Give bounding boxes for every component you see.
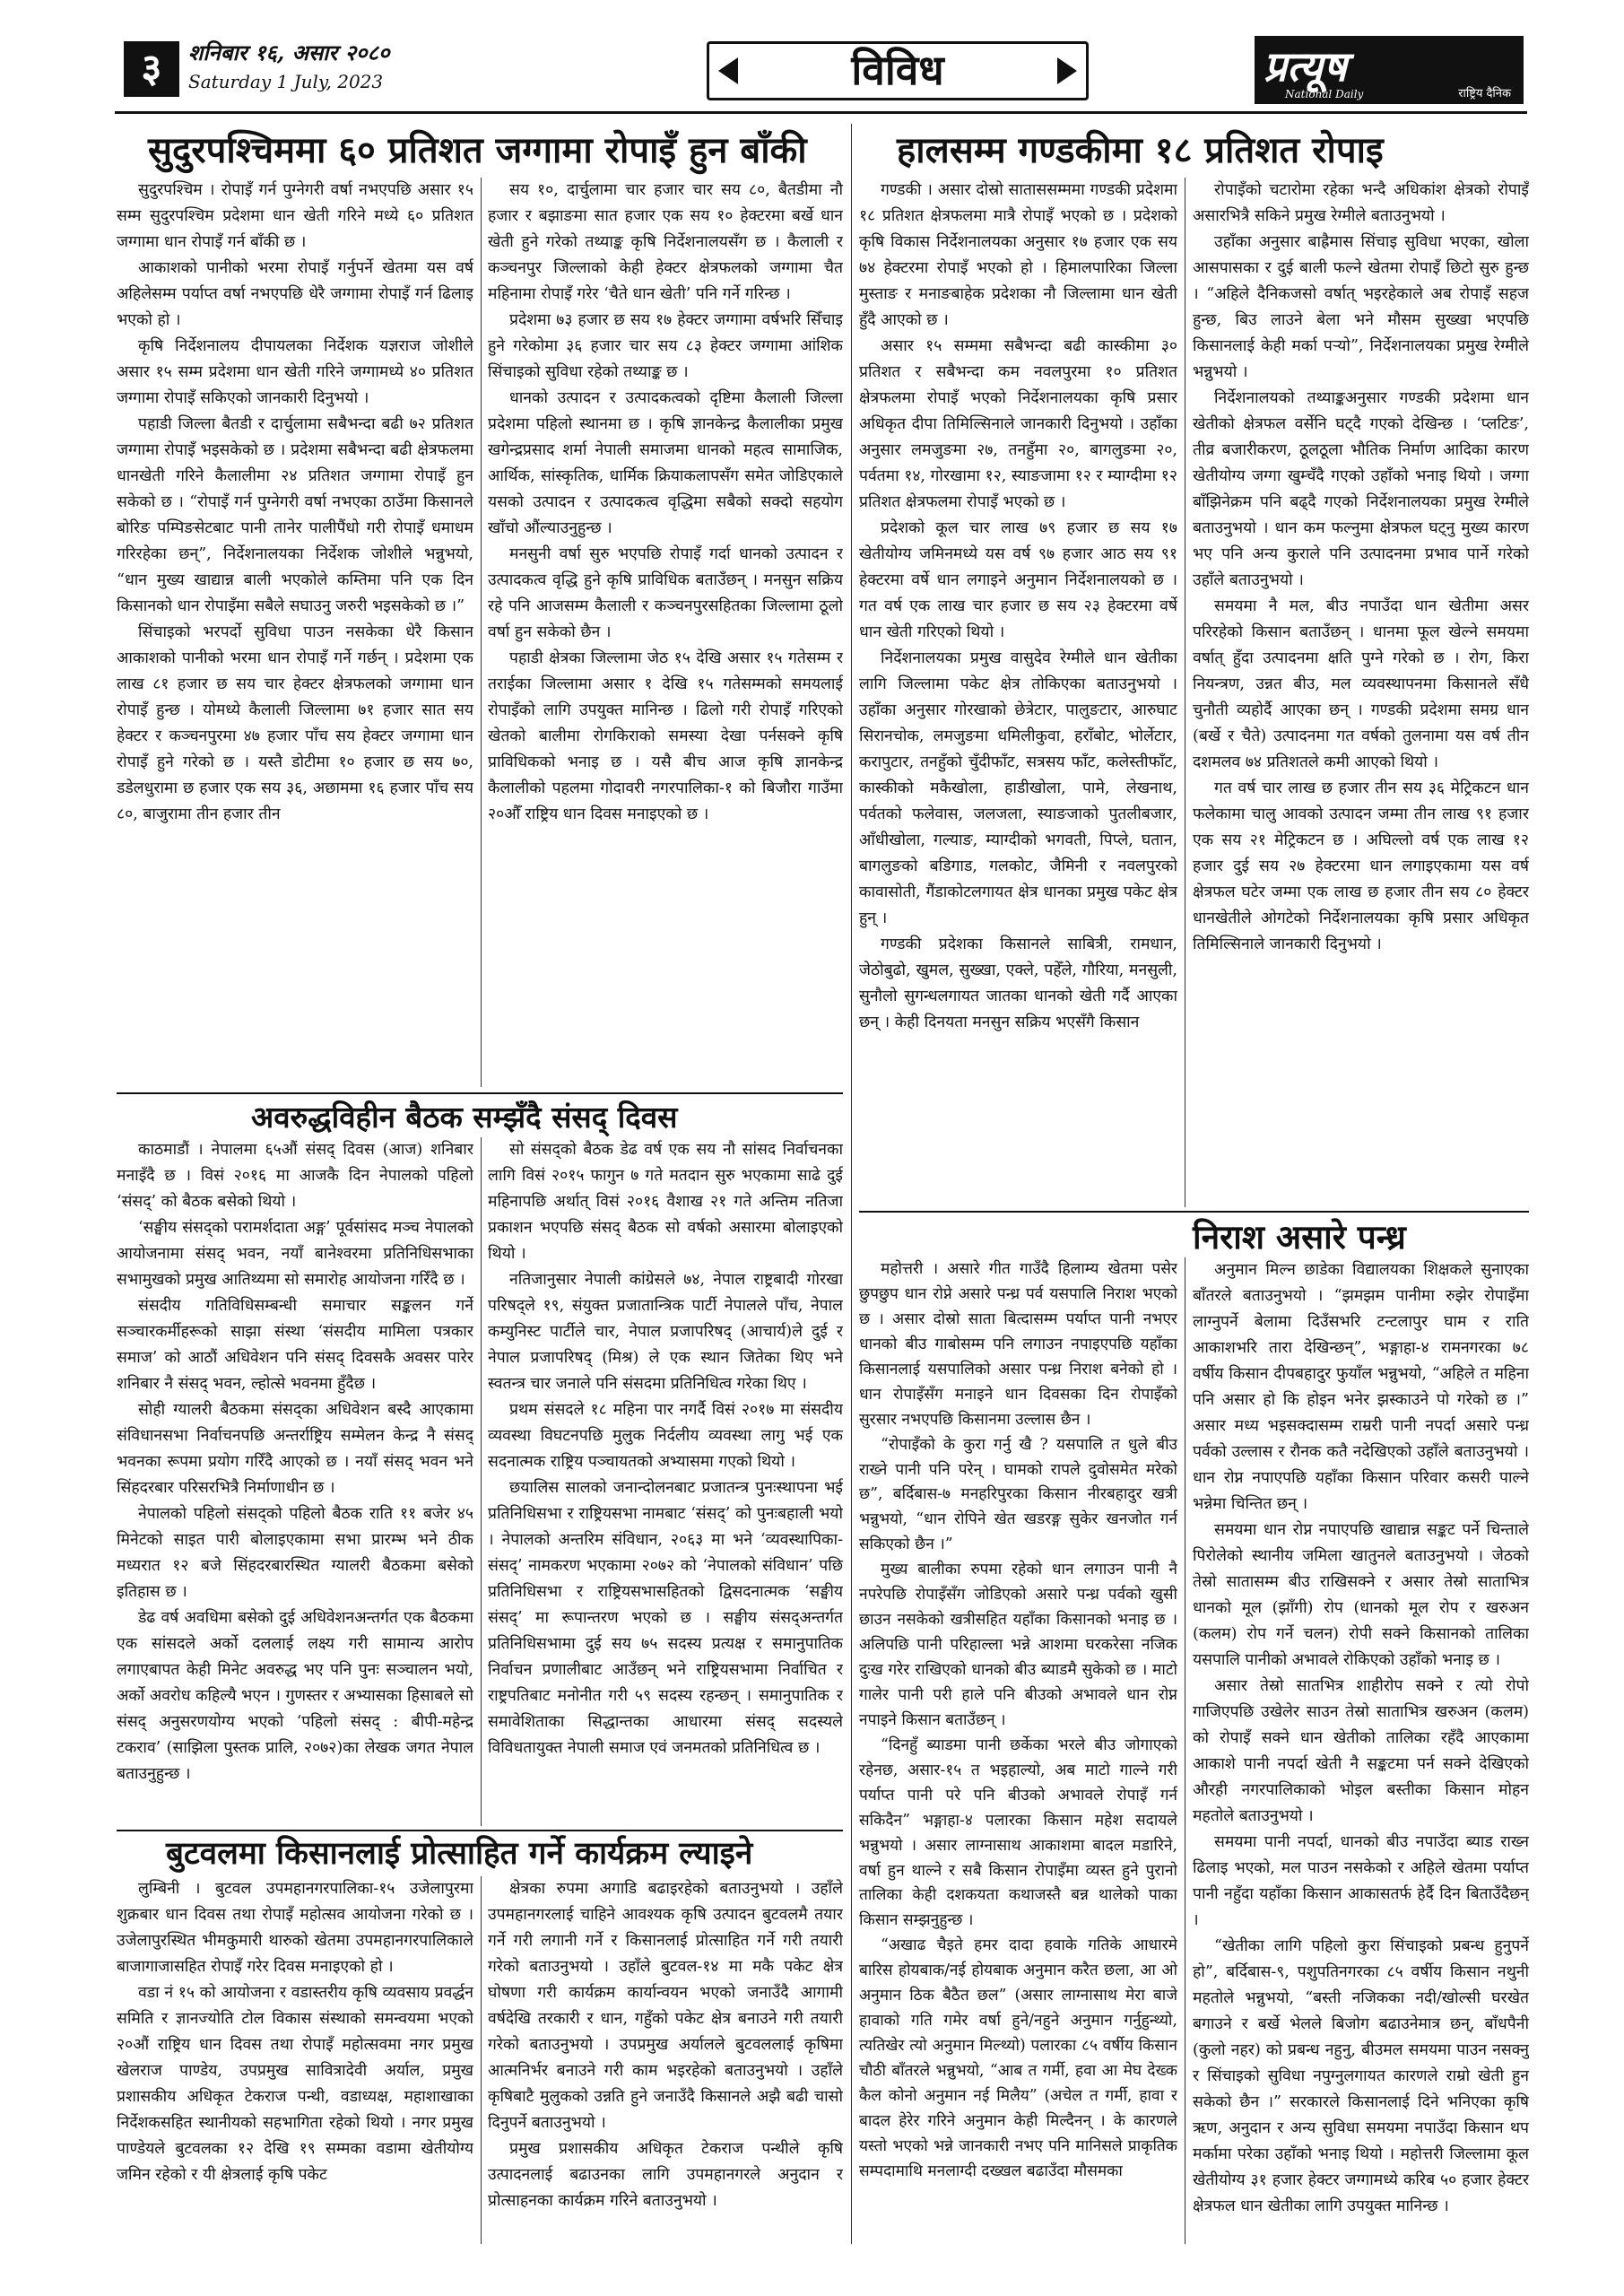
paragraph: प्रदेशको कूल चार लाख ७९ हजार छ सय १७ खेतीयोग्य जमिनमध्ये यस वर्ष ९७ हजार आठ सय ९१ हेक्टरमा वर्षे धान लगाइने अनुमान निर्देशनालयको छ । गत वर्ष एक लाख चार हजार छ सय २३ हेक्टरमा वर्षे धान खेती गरिएको थियो । — [859, 519, 1177, 641]
paragraph: गत वर्ष चार लाख छ हजार तीन सय ३६ मेट्रिकटन धान फलेकामा चालु आवको उत्पादन जम्मा तीन लाख ९१ हजार एक सय २१ मेट्रिकटन छ । अघिल्लो वर्ष एक लाख १२ हजार दुई सय २७ हेक्टरमा धान लगाइएकामा यस वर्ष क्षेत्रफल घटेर जम्मा एक लाख छ हजार तीन सय ८० हेक्टर धानखेतीले ओगटेको निर्देशनालयका कृषि प्रसार अधिकृत तिमिल्सिनाले जानकारी दिनुभयो । — [1193, 779, 1529, 953]
paragraph: सय १०, दार्चुलामा चार हजार चार सय ८०, बैतडीमा नौ हजार र बझाङमा सात हजार एक सय १० हेक्टरमा बर्खे धान खेती हुने गरेको तथ्याङ्क कृषि निर्देशनालयसँग छ । कैलाली र कञ्चनपुर जिल्लाको केही हेक्टर क्षेत्रफलको जग्गामा चैत महिनामा रोपाइँ गरेर ‘चैते धान खेती’ पनि गर्ने गरिन्छ । — [488, 181, 843, 303]
paragraph: मुख्य बालीका रुपमा रहेको धान लगाउन पानी नै नपरेपछि रोपाइँसँग जोडिएको असारे पन्ध्र पर्वको खुसी छाउन नसकेको खत्रीसहित यहाँका किसानको भनाइ छ । अलिपछि पानी परिहाल्ला भन्ने आशमा घरकरेसा नजिक दुःख गरेर राखिएको धानको बीउ ब्याडमै सुकेको छ । माटो गालेर पानी परी हाले पनि बीउको अभावले धान रोप्न नपाइने किसान बताउँछन् । — [859, 1561, 1177, 1729]
date-english: Saturday 1 July, 2023 — [188, 71, 384, 92]
paragraph: रोपाइँको चटारोमा रहेका भन्दै अधिकांश क्षेत्रको रोपाइँ असारभित्रै सकिने प्रमुख रेग्मीले बताउनुभयो । — [1193, 181, 1529, 225]
paragraph: उहाँका अनुसार बाह्रैमास सिंचाइ सुविधा भएका, खोला आसपासका र दुई बाली फल्ने खेतमा रोपाइँ छिटो सुरु हुन्छ । “अहिले दैनिकजसो वर्षात् भइरहेकाले अब रोपाइँ सहज हुन्छ, बिउ लाउने बेला भने मौसम सुख्खा भएपछि किसानलाई केही मर्का पर्‍यो”, निर्देशनालयका प्रमुख रेग्मीले भन्नुभयो । — [1193, 233, 1529, 381]
article-column — [488, 1137, 843, 1826]
headline-gandaki: हालसम्म गण्डकीमा १८ प्रतिशत रोपाइ — [897, 130, 1384, 171]
date-block — [188, 38, 390, 92]
column-rule — [481, 178, 482, 1087]
section-title: विविध — [851, 46, 944, 94]
paragraph: धानको उत्पादन र उत्पादकत्वको दृष्टिमा कैलाली जिल्ला प्रदेशमा पहिलो स्थानमा छ । कृषि ज्ञानकेन्द्र कैलालीका प्रमुख खगेन्द्रप्रसाद शर्मा नेपाली समाजमा धानको महत्व सामाजिक, आर्थिक, सांस्कृतिक, धार्मिक क्रियाकलापसँग समेत जोडिएकाले यसको उत्पादन र उत्पादकत्व वृद्धिमा सबैको सक्दो सहयोग खाँचो औंल्याउनुहुन्छ । — [488, 389, 843, 537]
paragraph: क्षेत्रका रुपमा अगाडि बढाइरहेको बताउनुभयो । उहाँले उपमहानगरलाई चाहिने आवश्यक कृषि उत्पादन बुटवलमै तयार गर्ने गरी लगानी गर्ने र किसानलाई प्रोत्साहित गर्ने गरी तयारी गरेको बताउनुभयो । उहाँले बुटवल-१४ मा मकै पकेट क्षेत्र घोषणा गरी कार्यक्रम कार्यान्वयन भएको जनाउँदै आगामी वर्षदेखि तरकारी र धान, गहुँको पकेट क्षेत्र बनाउने गरी तयारी गरेको बताउनुभयो । उपप्रमुख अर्यालले बुटवललाई कृषिमा आत्मनिर्भर बनाउने गरी काम भइरहेको बताउनुभयो । उहाँले कृषिबाटै मुलुकको उन्नति हुने जनाउँदै किसानले अझै बढी चासो दिनुपर्ने बताउनुभयो । — [488, 1880, 843, 2132]
paragraph: ‘सङ्घीय संसद्को परामर्शदाता अङ्ग’ पूर्वसांसद मञ्च नेपालको आयोजनामा संसद् भवन, नयाँ बानेश्वरमा प्रतिनिधिसभाका सभामुखको प्रमुख आतिथ्यमा सो समारोह आयोजना गरिँदै छ । — [117, 1219, 473, 1289]
article-column — [859, 1257, 1177, 2244]
column-rule — [851, 124, 852, 2244]
arrow-right-icon — [1057, 57, 1077, 84]
paragraph: पहाडी जिल्ला बैतडी र दार्चुलामा सबैभन्दा बढी ७२ प्रतिशत जग्गामा रोपाइँ भइसकेको छ । प्रदेशमा सबैभन्दा बढी क्षेत्रफलमा धानखेती गरिने कैलालीमा २४ प्रतिशत जग्गामा रोपाइँ हुन सकेको छ । “रोपाइँ गर्न पुग्नेगरी वर्षा नभएका ठाउँमा किसानले बोरिङ पम्पिङसेटबाट पानी तानेर पालीपैंधो गरी रोपाइँ धमाधम गरिरहेका छन्”, निर्देशनालयका निर्देशक जोशीले भन्नुभयो, “धान मुख्य खाद्यान्न बाली भएकोले कम्तिमा पनि एक दिन किसानको धान रोपाइँमा सबैले सघाउनु जरुरी भइसकेको छ ।” — [117, 415, 473, 615]
section-title-box — [707, 41, 1089, 100]
article-column — [1193, 178, 1529, 1207]
paragraph: काठमाडौं । नेपालमा ६५औं संसद् दिवस (आज) शनिबार मनाइँदै छ । विसं २०१६ मा आजकै दिन नेपालको पहिलो ‘संसद्’ को बैठक बसेको थियो । — [117, 1141, 473, 1211]
paragraph: गण्डकी प्रदेशका किसानले साबित्री, रामधान, जेठोबुढो, खुमल, सुख्खा, एक्ले, पहेँले, गौरिया, मनसुली, सुनौलो सुगन्धलगायत जातका धानको खेती गर्दै आएका छन् । केही दिनयता मनसुन सक्रिय भएसँगै किसान — [859, 935, 1177, 1031]
paragraph: महोत्तरी । असारे गीत गाउँदै हिलाम्य खेतमा पसेर छुपछुप धान रोप्ने असारे पन्ध्र पर्व यसपालि निराश भएको छ । असार दोस्रो साता बित्दासम्म पर्याप्त पानी नभएर धानको बीउ गाबोसम्म पनि लगाउन नपाइएपछि यहाँका किसानलाई यसपालिको असार पन्ध्र निराश बनेको हो । धान रोपाइँसँग मनाइने धान दिवसका दिन रोपाइँको सुरसार नभएपछि किसानमा उल्लास छैन । — [859, 1260, 1177, 1429]
paragraph: प्रथम संसदले १८ महिना पार नगर्दै विसं २०१७ मा संसदीय व्यवस्था विघटनपछि मुलुक निर्दलीय व्यवस्था लागु भई एक सदनात्मक राष्ट्रिय पञ्चायतको अभ्यासमा गएको थियो । — [488, 1401, 843, 1471]
logo-tag-np: राष्ट्रिय दैनिक — [1458, 87, 1511, 100]
paragraph: असार १५ सम्ममा सबैभन्दा बढी कास्कीमा ३० प्रतिशत र सबैभन्दा कम नवलपुरमा १० प्रतिशत क्षेत्रफलमा रोपाइँ भएको निर्देशनालयका कृषि प्रसार अधिकृत दीपा तिमिल्सिनाले जानकारी दिनुभयो । उहाँका अनुसार लमजुङमा २७, तनहुँमा २०, बागलुङमा २०, पर्वतमा १४, गोरखामा १२, स्याङजामा १२ र म्याग्दीमा १२ प्रतिशत क्षेत्रफलमा रोपाइँ भएको छ । — [859, 337, 1177, 511]
paragraph: मनसुनी वर्षा सुरु भएपछि रोपाइँ गर्दा धानको उत्पादन र उत्पादकत्व वृद्धि हुने कृषि प्राविधिक बताउँछन् । मनसुन सक्रिय रहे पनि आजसम्म कैलाली र कञ्चनपुरसहितका जिल्लामा ठूलो वर्षा हुन सकेको छैन । — [488, 545, 843, 641]
paragraph: असार तेस्रो सातभित्र शाहीरोप सक्ने र त्यो रोपो गाजिएपछि उखेलेर साउन तेस्रो साताभित्र खरुअन (कलम) को रोपाइँ सक्ने धान खेतीको तालिका रहँदै आएकामा आकाशे पानी नपर्दा खेती नै सङ्कटमा पर्न सक्ने देखिएको औरही नगरपालिकाको भोइल बस्तीका किसान मोहन महतोले बताउनुभयो । — [1193, 1677, 1529, 1825]
paragraph: छयालिस सालको जनान्दोलनबाट प्रजातन्त्र पुनःस्थापना भई प्रतिनिधिसभा र राष्ट्रियसभा नामबाट ‘संसद्’ को पुनःबहाली भयो । नेपालको अन्तरिम संविधान, २०६३ मा भने ‘व्यवस्थापिका-संसद्’ नामकरण भएकामा २०७२ को ‘नेपालको संविधान’ पछि प्रतिनिधिसभा र राष्ट्रियसभासहितको द्विसदनात्मक ‘सङ्घीय संसद्’ मा रूपान्तरण भएको छ । सङ्घीय संसद्अन्तर्गत प्रतिनिधिसभामा दुई सय ७५ सदस्य प्रत्यक्ष र समानुपातिक निर्वाचन प्रणालीबाट आउँछन् भने राष्ट्रियसभामा निर्वाचित र राष्ट्रपतिबाट मनोनीत गरी ५९ सदस्य रहन्छन् । समानुपातिक र समावेशिताका सिद्धान्तका आधारमा संसद् सदस्यले विविधतायुक्त नेपाली समाज एवं जनमतको प्रतिनिधित्व छ । — [488, 1479, 843, 1757]
masthead — [115, 34, 1527, 114]
paragraph: निर्देशनालयको तथ्याङ्कअनुसार गण्डकी प्रदेशमा धान खेतीको क्षेत्रफल वर्सेनि घट्दै गएको देखिन्छ । ‘प्लटिङ’, तीव्र बजारीकरण, ठूलठूला भौतिक निर्माण आदिका कारण खेतीयोग्य जग्गा खुम्चँदै गएको उहाँको भनाइ थियो । जग्गा बाँझिनेक्रम पनि बढ्दै गएको निर्देशनालयका प्रमुख रेग्मीले बताउनुभयो । धान कम फल्नुमा क्षेत्रफल घट्नु मुख्य कारण भए पनि अन्य कुराले पनि उत्पादनमा प्रभाव पार्ने गरेको उहाँले बताउनुभयो । — [1193, 389, 1529, 589]
article-column — [859, 178, 1177, 1207]
paragraph: समयमा पानी नपर्दा, धानको बीउ नपाउँदा ब्याड राख्न ढिलाइ भएको, मल पाउन नसकेको र अहिले खेतमा पर्याप्त पानी नहुँदा यहाँका किसान आकासतर्फ हेर्दै दिन बिताउँदैछन् । — [1193, 1833, 1529, 1929]
logo-name: प्रत्यूष — [1264, 42, 1347, 91]
paragraph: सुदुरपश्चिम । रोपाइँ गर्न पुग्नेगरी वर्षा नभएपछि असार १५ सम्म सुदुरपश्चिम प्रदेशमा धान खेती गरिने मध्ये ६० प्रतिशत जग्गामा धान रोपाइँ गर्न बाँकी छ । — [117, 181, 473, 251]
paragraph: डेढ वर्ष अवधिमा बसेको दुई अधिवेशनअन्तर्गत एक बैठकमा एक सांसदले अर्को दललाई लक्ष्य गरी सामान्य आरोप लगाएबापत केही मिनेट अवरुद्ध भए पनि पुनः सञ्चालन भयो, अर्को अवरोध कहिल्यै भएन । गुणस्तर र अभ्यासका हिसाबले सो संसद् अनुसरणयोग्य भएको ‘पहिलो संसद् : बीपी-महेन्द्र टकराव’ (साझिला पुस्तक प्रालि, २०७२)का लेखक जगत नेपाल बताउनुहुन्छ । — [117, 1609, 473, 1783]
headline-sudurpaschim: सुदुरपश्चिममा ६० प्रतिशत जग्गामा रोपाइँ हुन बाँकी — [148, 130, 807, 171]
article-column — [488, 178, 843, 1087]
article-column — [117, 1876, 473, 2244]
headline-sansad: अवरुद्धविहीन बैठक सम्झँदै संसद् दिवस — [251, 1100, 678, 1135]
paragraph: सोही ग्यालरी बैठकमा संसद्का अधिवेशन बस्दै आएकामा संविधानसभा निर्वाचनपछि अन्तर्राष्ट्रिय सम्मेलन केन्द्र नै संसद् भवनका रूपमा प्रयोग गरिँदै आएको छ । नयाँ संसद् भवन भने सिंहदरबार परिसरभित्रै निर्माणाधीन छ । — [117, 1401, 473, 1497]
date-nepali: शनिबार १६, असार २०८० — [188, 39, 390, 65]
paragraph: कृषि निर्देशनालय दीपायलका निर्देशक यज्ञराज जोशीले असार १५ सम्म प्रदेशमा धान खेती गरिने जग्गामध्ये ४० प्रतिशत जग्गामा रोपाइँ सकिएको जानकारी दिनुभयो । — [117, 337, 473, 407]
paragraph: समयमा धान रोप्न नपाएपछि खाद्यान्न सङ्कट पर्ने चिन्ताले पिरोलेको स्थानीय जमिला खातुनले बताउनुभयो । जेठको तेस्रो सातासम्म बीउ राखिसक्ने र असार तेस्रो साताभित्र धानको मूल (झाँगी) रोप (धानको मूल रोप र खरुअन (कलम) रोप गर्ने चलन) रोपी सक्ने किसानको तालिका यसपालि पानीको अभावले रोकिएको उहाँको भनाइ छ । — [1193, 1521, 1529, 1669]
paragraph: आकाशको पानीको भरमा रोपाइँ गर्नुपर्ने खेतमा यस वर्ष अहिलेसम्म पर्याप्त वर्षा नभएपछि धेरै जग्गामा रोपाइँ गर्न ढिलाइ भएको हो । — [117, 259, 473, 329]
article-column — [1193, 1257, 1529, 2244]
paragraph: सो संसद्को बैठक डेढ वर्ष एक सय नौ सांसद निर्वाचनका लागि विसं २०१५ फागुन ७ गते मतदान सुरु भएकामा साढे दुई महिनापछि अर्थात् विसं २०१६ वैशाख २१ गते अन्तिम नतिजा प्रकाशन भएपछि संसद् बैठक सो वर्षको असारमा बोलाइएको थियो । — [488, 1141, 843, 1263]
headline-nirash: निराश असारे पन्ध्र — [1193, 1218, 1406, 1257]
paragraph: गण्डकी । असार दोस्रो साताससम्ममा गण्डकी प्रदेशमा १८ प्रतिशत क्षेत्रफलमा मात्रै रोपाइँ भएको छ । प्रदेशको कृषि विकास निर्देशनालयका अनुसार १७ हजार एक सय ७४ हेक्टरमा रोपाइँ भएको हो । हिमालपारिका जिल्ला मुस्ताङ र मनाङबाहेक प्रदेशका नौ जिल्लामा धान खेती हुँदै आएको छ । — [859, 181, 1177, 329]
logo-tag-en: National Daily — [1285, 88, 1364, 100]
paragraph: लुम्बिनी । बुटवल उपमहानगरपालिका-१५ उजेलापुरमा शुक्रबार धान दिवस तथा रोपाइँ महोत्सव आयोजना गरेको छ । उजेलापुरस्थित भीमकुमारी थारुको खेतमा उपमहानगरपालिकाले बाजागाजासहित रोपाइँ गरेर दिवस मनाइएको हो । — [117, 1880, 473, 1976]
paragraph: नतिजानुसार नेपाली कांग्रेसले ७४, नेपाल राष्ट्रबादी गोरखा परिषद्ले १९, संयुक्त प्रजातान्त्रिक पार्टी नेपालले पाँच, नेपाल कम्युनिस्ट पार्टीले चार, नेपाल प्रजापरिषद् (आचार्य)ले दुई र नेपाल प्रजापरिषद् (मिश्र) ले एक स्थान जितेका थिए भने स्वतन्त्र चार जनाले पनि संसदमा प्रतिनिधित्व गरेका थिए । — [488, 1271, 843, 1393]
column-rule — [481, 1137, 482, 1826]
article-column — [117, 1137, 473, 1826]
paragraph: सिंचाइको भरपर्दो सुविधा पाउन नसकेका धेरै किसान आकाशको पानीको भरमा धान रोपाइँ गर्ने गर्छन् । प्रदेशमा एक लाख ८१ हजार छ सय चार हेक्टर क्षेत्रफलको जग्गामा धान रोपाइँ हुन्छ । योमध्ये कैलाली जिल्लामा ७१ हजार सात सय हेक्टर र कञ्चनपुरमा ४७ हजार पाँच सय हेक्टर जग्गामा धान रोपाइँ हुने गरेको छ । यस्तै डोटीमा १० हजार छ सय ७०, डडेलधुरामा छ हजार एक सय ३६, अछाममा १६ हजार पाँच सय ८०, बाजुरामा तीन हजार तीन — [117, 623, 473, 823]
paragraph: संसदीय गतिविधिसम्बन्धी समाचार सङ्कलन गर्ने सञ्चारकर्मीहरूको साझा संस्था ‘संसदीय मामिला पत्रकार समाज’ को आठौं अधिवेशन पनि संसद् दिवसकै अवसर पारेर शनिबार नै संसद् भवन, ल्होत्से भवनमा हुँदैछ । — [117, 1297, 473, 1393]
article-column — [117, 178, 473, 1087]
paragraph: “अखाढ चैइते हमर दादा हवाके गतिके आधारमे बारिस होयबाक/नई होयबाक अनुमान करैत छला, आ ओ अनुमान ठिक बैठैत छल” (असार लाग्नासाथ मेरा बाजे हावाको गति गमेर वर्षा हुने/नहुने अनुमान गर्नुहुन्थ्यो, त्यतिखेर त्यो अनुमान मिल्थ्यो) पलारका ८५ वर्षीय किसान चौठी बाँतरले भन्नुभयो, “आब त गर्मी, हवा आ मेघ देख्क कैल कोनो अनुमान नई मिलैय” (अचेल त गर्मी, हावा र बादल हेरेर गरिने अनुमान केही मिल्दैनन् । के कारणले यस्तो भएको भन्ने जानकारी नभए पनि मानिसले प्राकृतिक सम्पदामाथि मनलाग्दी दख्खल बढाउँदा मौसमका — [859, 1936, 1177, 2180]
paragraph: प्रमुख प्रशासकीय अधिकृत टेकराज पन्थीले कृषि उत्पादनलाई बढाउनका लागि उपमहानगरले अनुदान र प्रोत्साहनका कार्यक्रम गरिने बताउनुभयो । — [488, 2140, 843, 2210]
paragraph: “दिनहुँ ब्याडमा पानी छर्केका भरले बीउ जोगाएको रहेनछ, असार-१५ त भइहाल्यो, अब माटो गाल्ने गरी पर्याप्त पानी परे पनि बीउको अभावले रोपाइँ गर्न सकिदैन” भङ्गाहा-४ पलारका किसान महेश सदायले भन्नुभयो । असार लाग्नासाथ आकाशमा बादल मडारिने, वर्षा हुन थाल्ने र सबै किसान रोपाइँमा व्यस्त हुने पुरानो तालिका केही दशकयता कथाजस्तै बन्न थालेको पाका किसान सम्झनुहुन्छ । — [859, 1735, 1177, 1930]
article-column — [488, 1876, 843, 2244]
paragraph: नेपालको पहिलो संसद्को पहिलो बैठक राति ११ बजेर ४५ मिनेटको साइत पारी बोलाइएकामा सभा प्रारम्भ भने ठीक मध्यरात १२ बजे सिंहदरबारस्थित ग्यालरी बैठकमा बसेको इतिहास छ । — [117, 1505, 473, 1601]
newspaper-logo — [1255, 36, 1524, 104]
paragraph: पहाडी क्षेत्रका जिल्लामा जेठ १५ देखि असार १५ गतेसम्म र तराईका जिल्लामा असार १ देखि १५ गतेसम्मको समयलाई रोपाइँको लागि उपयुक्त मानिन्छ । ढिलो गरी रोपाइँ गरिएको खेतको बालीमा रोगकिराको समस्या देखा पर्नसक्ने कृषि प्राविधिकको भनाइ छ । यसै बीच आज कृषि ज्ञानकेन्द्र कैलालीको पहलमा गोदावरी नगरपालिका-१ को बिजौरा गाउँमा २०औँ राष्ट्रिय धान दिवस मनाइएको छ । — [488, 649, 843, 823]
paragraph: प्रदेशमा ७३ हजार छ सय १७ हेक्टर जग्गामा वर्षभरि सिँचाइ हुने गरेकोमा ३६ हजार चार सय ८३ हेक्टर जग्गामा आंशिक सिंचाइको सुविधा रहेको तथ्याङ्क छ । — [488, 311, 843, 381]
paragraph: “खेतीका लागि पहिलो कुरा सिंचाइको प्रबन्ध हुनुपर्ने हो”, बर्दिबास-९, पशुपतिनगरका ८५ वर्षीय किसान नथुनी महतोले भन्नुभयो, “बस्ती नजिकका नदी/खोल्सी घरखेत बगाउने र बर्खे भेलले बिजोग बढाउनेमात्र छन्, बाँधपैनी (कुलो नहर) को प्रबन्ध नहुनु, बीउमल समयमा पाउन नसक्नु र सिंचाइको सुविधा नपुग्नुलगायत कारणले राम्रो खेती हुन सकेको छैन ।” सरकारले किसानलाई दिने भनिएका कृषि ऋण, अनुदान र अन्य सुविधा समयमा नपाउँदा किसान थप मर्कामा परेका उहाँको भनाइ थियो । महोत्तरी जिल्लामा कूल खेतीयोग्य ३१ हजार हेक्टर जग्गामध्ये करिब ५० हजार हेक्टर क्षेत्रफल धान खेतीका लागि उपयुक्त मानिन्छ । — [1193, 1937, 1529, 2215]
paragraph: “रोपाइँको के कुरा गर्नु खै ? यसपालि त धुले बीउ राख्ने पानी पनि परेन् । घामको रापले दुवोसमेत मरेको छ”, बर्दिबास-७ मनहरिपुरका किसान नीरबहादुर खत्री भन्नुभयो, “धान रोपिने खेत खडरङ्ग सुकेर खनजोत गर्न सकिएको छैन ।” — [859, 1435, 1177, 1554]
paragraph: समयमा नै मल, बीउ नपाउँदा धान खेतीमा असर परिरहेको किसान बताउँछन् । धानमा फूल खेल्ने समयमा वर्षात् हुँदा उत्पादनमा क्षति पुग्ने गरेको छ । रोग, किरा नियन्त्रण, उन्नत बीउ, मल व्यवस्थापनमा किसानले सँधै चुनौती व्यहोर्दै आएका छन् । गण्डकी प्रदेशमा समग्र धान (बर्खे र चैते) उत्पादनमा गत वर्षको तुलनामा यस वर्ष तीन दशमलव ७४ प्रतिशतले कमी आएको थियो । — [1193, 597, 1529, 771]
paragraph: अनुमान मिल्न छाडेका विद्यालयका शिक्षकले सुनाएका बाँतरले बताउनुभयो । “झमझम पानीमा रुझेर रोपाइँमा लाग्नुपर्ने बेलामा दिउँसभरि टन्टलापुर घाम र राति आकाशभरि तारा देखिन्छन्”, भङ्गाहा-४ रामनगरका ७८ वर्षीय किसान दीपबहादुर फुयाँल भन्नुभयो, “अहिले त महिना पनि असार हो कि होइन भनेर झस्काउने पो गरेको छ ।” असार मध्य भइसक्दासम्म राम्ररी पानी नपर्दा असारे पन्ध्र पर्वको उल्लास र रौनक कतै नदेखिएको उहाँले बताउनुभयो । धान रोप्न नपाएपछि यहाँका किसान परिवार कसरी पाल्ने भन्नेमा चिन्तित छन् । — [1193, 1261, 1529, 1513]
divider — [117, 1092, 843, 1094]
page-number: ३ — [124, 41, 179, 97]
headline-butwal: बुटवलमा किसानलाई प्रोत्साहित गर्ने कार्यक्रम ल्याइने — [166, 1836, 753, 1872]
paragraph: निर्देशनालयका प्रमुख वासुदेव रेग्मीले धान खेतीका लागि जिल्लामा पकेट क्षेत्र तोकिएका बताउनुभयो । उहाँका अनुसार गोरखाको छेत्रेटार, पालुङटार, आरुघाट सिरानचोक, लमजुङमा धमिलीकुवा, हराँबोट, भोर्लेटार, करापुटार, तनहुँको चुँदीफाँट, सत्रसय फाँट, कलेस्तीफाँट, कास्कीको मकैखोला, हाडीखोला, पामे, लेखनाथ, पर्वतको फलेवास, जलजला, स्याङजाको पुतलीबजार, आँधीखोला, गल्याङ, म्याग्दीको भगवती, पिप्ले, घतान, बागलुङको बडिगाड, गलकोट, जैमिनी र नवलपुरको कावासोती, गैंडाकोटलगायत क्षेत्र धानका प्रमुख पकेट क्षेत्र हुन् । — [859, 649, 1177, 927]
column-rule — [481, 1876, 482, 2244]
arrow-left-icon — [718, 57, 738, 84]
paragraph: वडा नं १५ को आयोजना र वडास्तरीय कृषि व्यवसाय प्रवर्द्धन समिति र ज्ञानज्योति टोल विकास संस्थाको समन्वयमा भएको २०औं राष्ट्रिय धान दिवस तथा रोपाइँ महोत्सवमा नगर प्रमुख खेलराज पाण्डेय, उपप्रमुख सावित्रादेवी अर्याल, प्रमुख प्रशासकीय अधिकृत टेकराज पन्थी, वडाध्यक्ष, महाशाखाका निर्देशकसहित स्थानीयको सहभागिता रहेको थियो । नगर प्रमुख पाण्डेयले बुटवलका १२ देखि १९ सम्मका वडामा खेतीयोग्य जमिन रहेको र यी क्षेत्रलाई कृषि पकेट — [117, 1984, 473, 2184]
